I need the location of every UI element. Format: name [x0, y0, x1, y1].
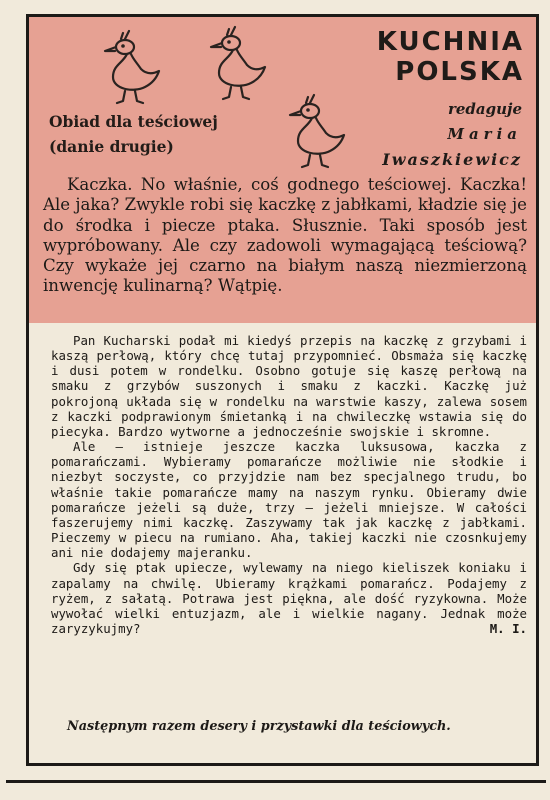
next-issue-note: Następnym razem desery i przystawki dla teściowych. — [67, 719, 451, 734]
article-body — [51, 333, 527, 636]
section-title-line1: Obiad dla teściowej — [49, 112, 218, 131]
duck-illustration-3 — [284, 93, 348, 173]
column-title-line1: KUCHNIA — [376, 27, 524, 57]
editor-credit-line1: redaguje — [447, 100, 522, 118]
article-header — [29, 17, 536, 182]
duck-illustration-2 — [205, 25, 269, 105]
editor-credit — [382, 97, 522, 172]
column-title-line2: POLSKA — [395, 57, 524, 87]
body-paragraph: Pan Kucharski podał mi kiedyś przepis na kaczkę z grzybami i kaszą perłową, który chcę tutaj przypomnieć. Obsmaża się kaczkę i dusi potem w rondelku. Osobno gotuje się kaszę perłową na smaku z grzybów suszonych i smaku z kaczki. Kaczkę już pokrojoną układa się w rondelku na warstwie kaszy, zalewa sosem z kaczki podprawionym śmietanką i na chwileczkę wstawia się do piecyka. Bardzo wytworne a jednocześnie swojskie i skromne. — [51, 333, 527, 439]
editor-credit-line3: Iwaszkiewicz — [382, 150, 522, 169]
lead-paragraph: Kaczka. No właśnie, coś godnego teściowej. Kaczka! Ale jaka? Zwykle robi się kaczkę z jabłkami, kładzie się je do środka i piecze ptaka. Słusznie. Taki sposób jest wypróbowany. Ale czy zadowoli wymagającą teściową? Czy wykaże jej czarno na białym naszą niezmierzoną inwencję kulinarną? Wątpię. — [43, 175, 527, 296]
body-paragraph: Gdy się ptak upiecze, wylewamy na niego kieliszek koniaku i zapalamy na chwilę. Ubieramy krążkami pomarańcz. Podajemy z ryżem, z sałatą. Potrawa jest piękna, ale dość ryzykowna. Może wywołać wielki entuzjazm, ale i wielkie nagany. Jednak może zaryzykujmy? — [51, 560, 527, 636]
bottom-rule — [6, 780, 546, 783]
body-paragraph: Ale — istnieje jeszcze kaczka luksusowa, kaczka z pomarańczami. Wybieramy pomarańcze możliwie nie słodkie i niezbyt soczyste, co przyjdzie nam bez specjalnego trudu, bo właśnie takie pomarańcze mamy na naszym rynku. Obieramy dwie pomarańcze jeżeli są duże, trzy — jeżeli mniejsze. W całości faszerujemy nimi kaczkę. Zaszywamy tak jak kaczkę z jabłkami. Pieczemy w piecu na rumiano. Aha, takiej kaczki nie czosnkujemy ani nie dodajemy majeranku. — [51, 439, 527, 561]
column-title — [377, 27, 524, 87]
author-signature: M. I. — [489, 621, 527, 637]
section-title-line2: (danie drugie) — [49, 137, 174, 156]
article-frame — [26, 14, 539, 766]
editor-credit-line2: Maria — [447, 125, 522, 143]
duck-illustration-1 — [99, 29, 163, 109]
section-title — [49, 109, 218, 159]
